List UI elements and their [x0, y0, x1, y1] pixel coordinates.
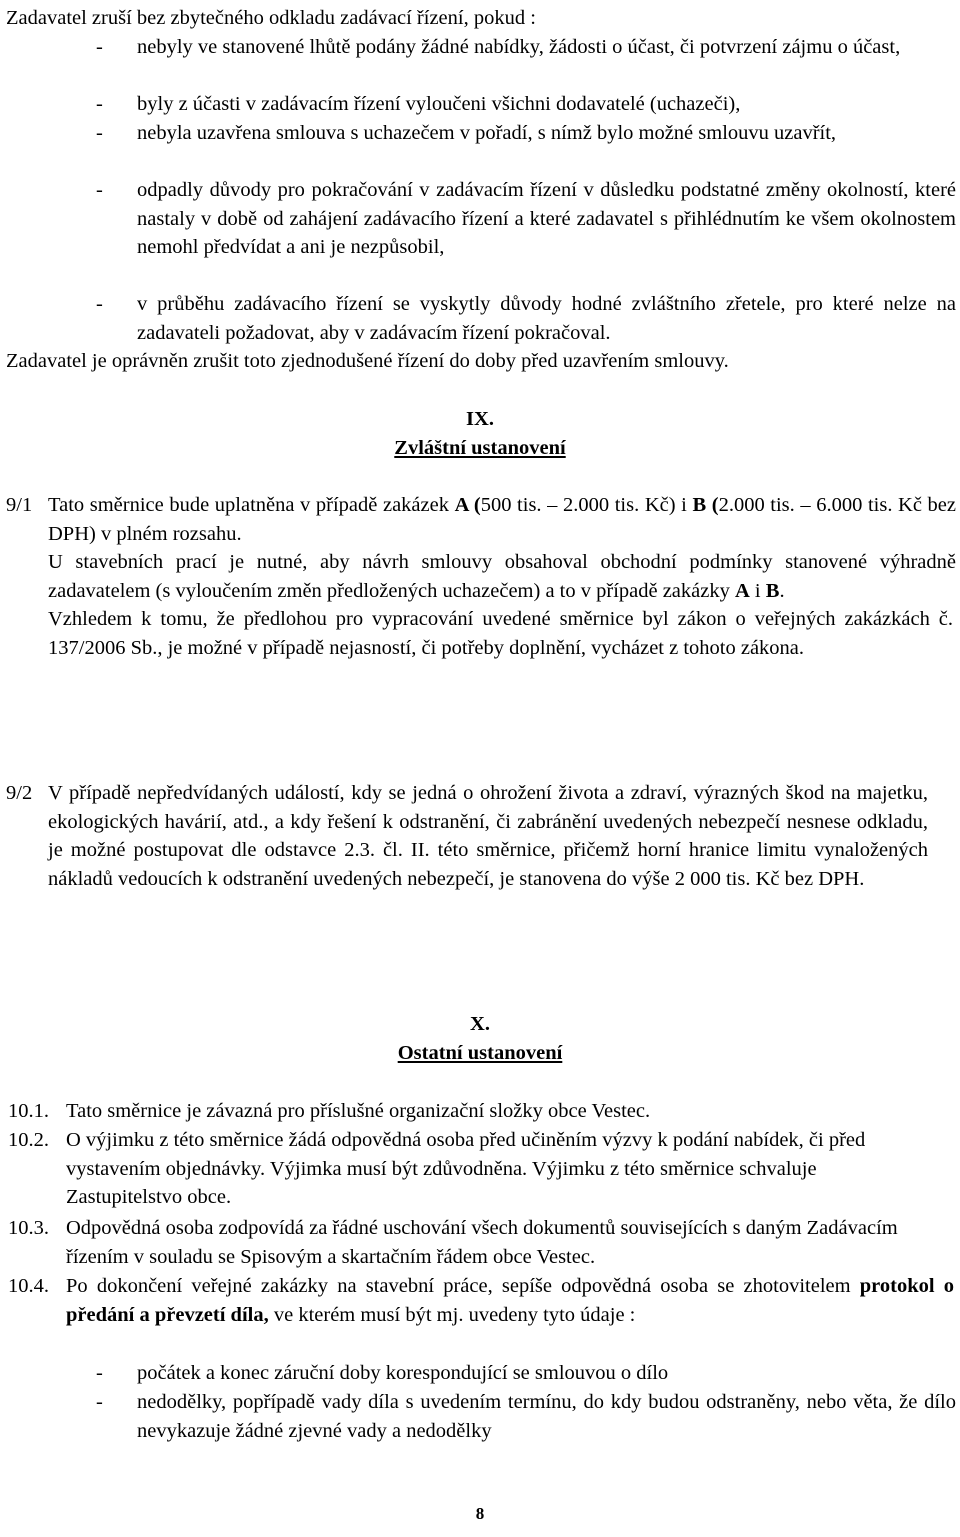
item-number: 10.1.	[8, 1100, 49, 1122]
list-item: nebyly ve stanovené lhůtě podány žádné nabídky, žádosti o účast, či potvrzení zájmu o účast,	[137, 36, 901, 58]
list-item: odpadly důvody pro pokračování v zadávacím řízení v důsledku podstatné změny okolností, které nastaly v době od zahájení zadávacího řízení a které zadavatel s přihlédnutím ke všem okolnostem nemohl předvídat a ani je nezpůsobil,	[137, 179, 956, 259]
list-bullet: -	[96, 179, 103, 201]
item-number: 10.3.	[8, 1217, 49, 1239]
paragraph-9-1	[48, 491, 956, 663]
paragraph-text: U stavebních prací je nutné, aby návrh smlouvy obsahoval obchodní podmínky stanovené výhradně zadavatelem (s vyloučením změn předložených uchazečem) a to v případě zakázky A i B.	[48, 551, 956, 602]
section-title: Ostatní ustanovení	[397, 1042, 563, 1064]
list-bullet: -	[96, 36, 103, 58]
paragraph-text: Tato směrnice bude uplatněna v případě zakázek A (500 tis. – 2.000 tis. Kč) i B (2.000 tis. – 6.000 tis. Kč bez DPH) v plném rozsahu.	[48, 494, 956, 545]
list-item: Odpovědná osoba zodpovídá za řádné uschování všech dokumentů souvisejících s daným Zadávacím řízením v souladu se Spisovým a skartačním řádem obce Vestec.	[66, 1217, 898, 1268]
list-item: nebyla uzavřena smlouva s uchazečem v pořadí, s nímž bylo možné smlouvu uzavřít,	[137, 122, 837, 144]
list-bullet: -	[96, 1362, 103, 1384]
list-item: počátek a konec záruční doby korespondující se smlouvou o dílo	[137, 1362, 669, 1384]
section-number: IX.	[466, 408, 494, 430]
cancellation-intro: Zadavatel zruší bez zbytečného odkladu zadávací řízení, pokud :	[6, 7, 536, 29]
paragraph-9-2: V případě nepředvídaných událostí, kdy se jedná o ohrožení života a zdraví, výrazných škod na majetku, ekologických havárií, atd., a kdy řešení k odstranění, či zabránění uvedených nebezpečí nesnese odkladu, je možné postupovat dle odstavce 2.3. čl. II. této směrnice, přičemž horní hranice limitu vynaložených nákladů vedoucích k odstranění uvedených nebezpečí, je stanovena do výše 2 000 tis. Kč bez DPH.	[48, 782, 928, 890]
list-item: nedodělky, popřípadě vady díla s uvedením termínu, do kdy budou odstraněny, nebo věta, že dílo nevykazuje žádné zjevné vady a nedodělky	[137, 1391, 956, 1442]
list-item: Po dokončení veřejné zakázky na stavební práce, sepíše odpovědná osoba se zhotovitelem protokol o předání a převzetí díla, ve kterém musí být mj. uvedeny tyto údaje :	[66, 1275, 954, 1326]
list-bullet: -	[96, 1391, 103, 1413]
list-item: v průběhu zadávacího řízení se vyskytly důvody hodné zvláštního zřetele, pro které nelze na zadavateli požadovat, aby v zadávacím řízení pokračoval.	[137, 293, 956, 344]
paragraph-number: 9/2	[6, 782, 33, 804]
paragraph-text: Vzhledem k tomu, že předlohou pro vypracování uvedené směrnice byl zákon o veřejných zakázkách č. 137/2006 Sb., je možné v případě nejasností, či potřeby doplnění, vycházet z tohoto zákona.	[48, 608, 953, 659]
list-item: Tato směrnice je závazná pro příslušné organizační složky obce Vestec.	[66, 1100, 651, 1122]
item-number: 10.2.	[8, 1129, 49, 1151]
cancellation-list	[0, 33, 960, 348]
cancellation-closing: Zadavatel je oprávněn zrušit toto zjednodušené řízení do doby před uzavřením smlouvy.	[6, 350, 729, 372]
list-item: O výjimku z této směrnice žádá odpovědná osoba před učiněním výzvy k podání nabídek, či před vystavením objednávky. Výjimka musí být zdůvodněna. Výjimku z této směrnice schvaluje Zastupitelstvo obce.	[66, 1129, 866, 1209]
list-bullet: -	[96, 293, 103, 315]
section-number: X.	[470, 1013, 490, 1035]
item-number: 10.4.	[8, 1275, 49, 1297]
list-bullet: -	[96, 122, 103, 144]
page-number: 8	[475, 1504, 485, 1523]
list-item: byly z účasti v zadávacím řízení vyloučeni všichni dodavatelé (uchazeči),	[137, 93, 741, 115]
list-bullet: -	[96, 93, 103, 115]
paragraph-number: 9/1	[6, 494, 33, 516]
section-title: Zvláštní ustanovení	[394, 437, 566, 459]
